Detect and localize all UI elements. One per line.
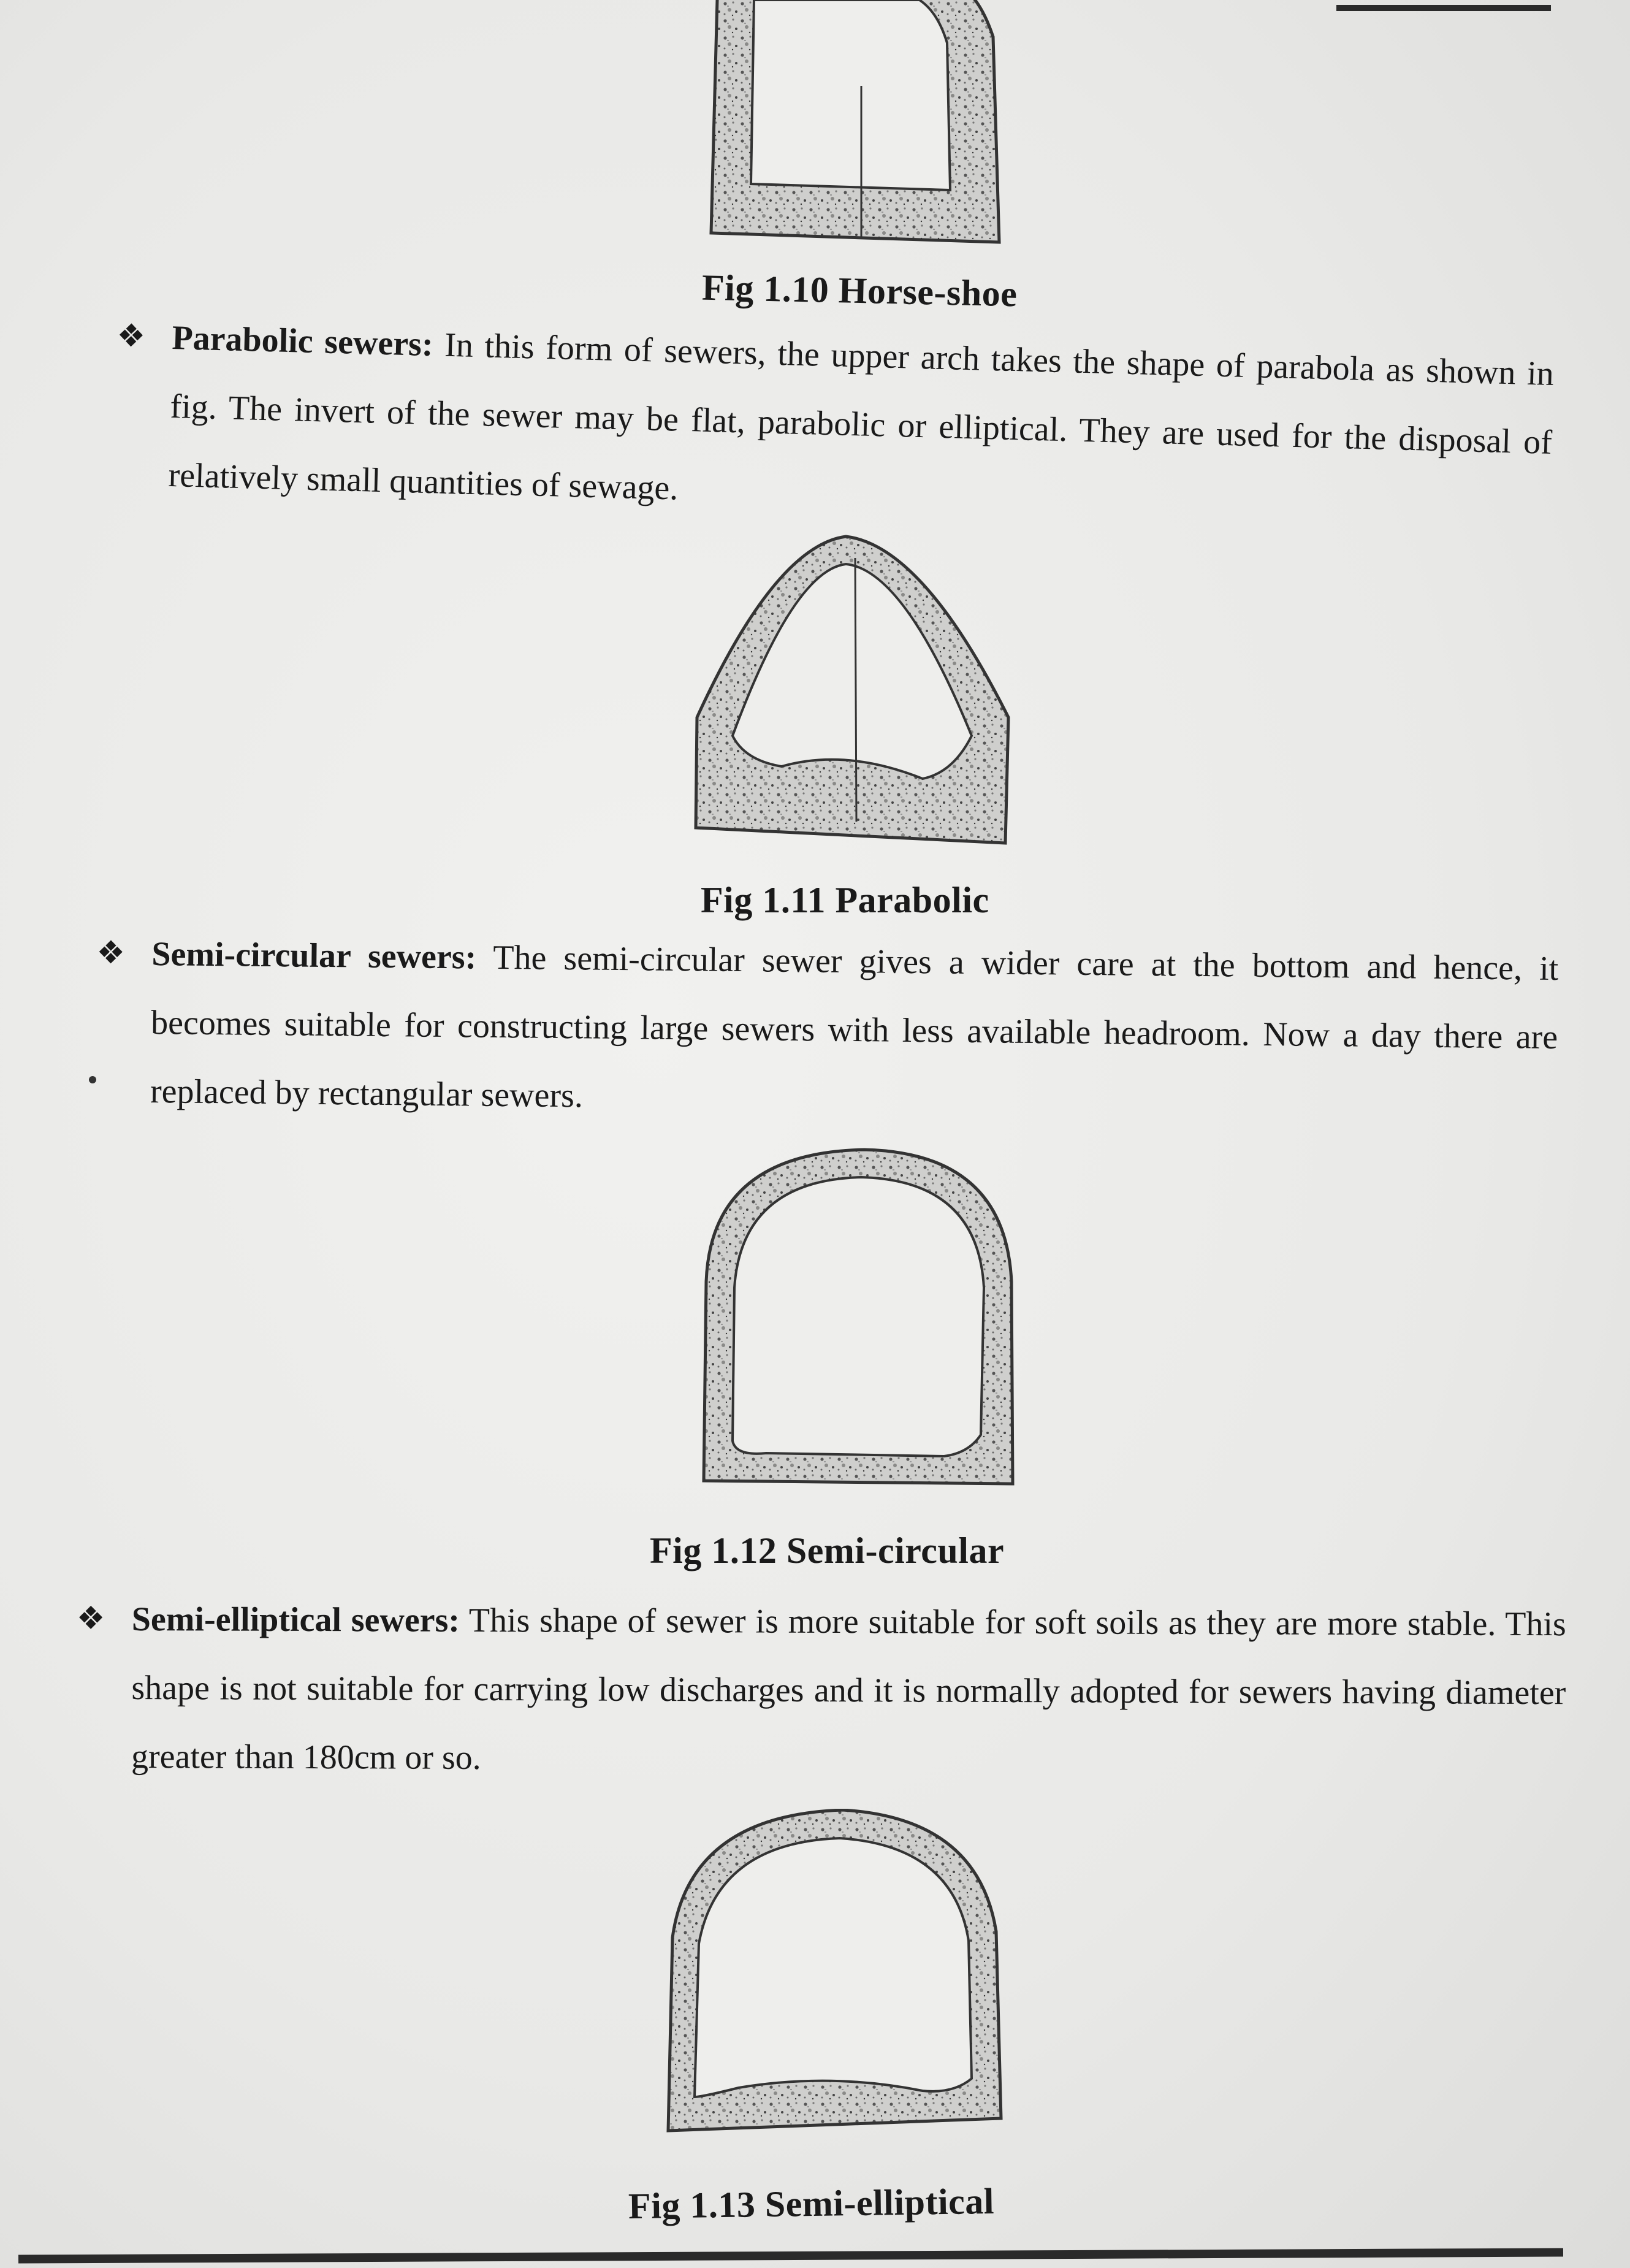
top-rule — [1336, 5, 1551, 11]
term-label: Parabolic sewers: — [171, 318, 434, 364]
bullet-icon: ❖ — [96, 936, 126, 971]
figure-caption: Fig 1.13 Semi-elliptical — [628, 2180, 995, 2227]
bullet-icon: ❖ — [116, 318, 146, 354]
paragraph-semi-elliptical-sewers — [76, 1585, 1566, 1796]
horse-shoe-figure — [705, 0, 1005, 251]
term-label: Semi-circular sewers: — [151, 934, 477, 977]
stray-mark — [89, 1076, 96, 1083]
figure-caption: Fig 1.12 Semi-circular — [650, 1530, 1005, 1571]
paragraph-semi-circular-sewers — [96, 920, 1559, 1140]
term-label: Semi-elliptical sewers: — [131, 1600, 460, 1640]
figure-caption: Fig 1.10 Horse-shoe — [701, 267, 1018, 315]
paragraph-parabolic-sewers — [116, 304, 1555, 546]
semi-circular-figure — [699, 1147, 1018, 1490]
figure-caption: Fig 1.11 Parabolic — [701, 880, 989, 920]
paragraph-text: This shape of sewer is more suitable for soft soils as they are more stable. This shape is not suitable for carrying low discharges and it is normally adopted for sewers having diameter greater than 180cm or so. — [131, 1601, 1566, 1777]
parabolic-figure — [690, 533, 1015, 846]
paragraph-text: In this form of sewers, the upper arch takes the shape of parabola as shown in fig. The invert of the sewer may be flat, parabolic or elliptical. They are used for the disposal of relatively small quantities of sewage. — [167, 326, 1555, 508]
paragraph-text: The semi-circular sewer gives a wider care at the bottom and hence, it becomes suitable for constructing large sewers with less available headroom. Now a day there are replaced by rectangular sewers. — [150, 938, 1559, 1115]
semi-elliptical-figure — [665, 1809, 1005, 2137]
bullet-icon: ❖ — [76, 1601, 105, 1636]
